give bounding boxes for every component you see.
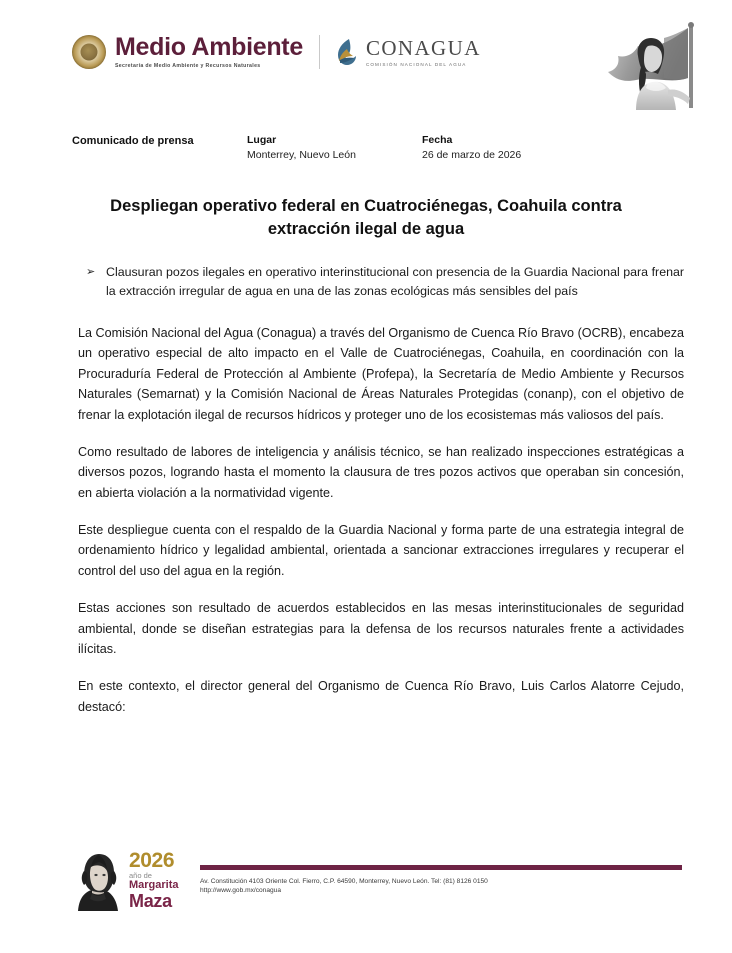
paragraph: Como resultado de labores de inteligencia y análisis técnico, se han realizado inspecciones estratégicas a diversos pozos, logrando hasta el momento la clausura de tres pozos activos que operaban sin concesión, en abierta violación a la normatividad vigente. bbox=[78, 444, 684, 500]
bullet-text: Clausuran pozos ilegales en operativo interinstitucional con presencia de la Guardia Nacional para frenar la extracción irregular de agua en una de las zonas ecológicas más sensibles del país bbox=[106, 264, 684, 298]
footer-address: Av. Constitución 4103 Oriente Col. Fierro, C.P. 64590, Monterrey, Nuevo León. Tel: (81) 8126 0150 bbox=[200, 878, 488, 885]
paragraph: Este despliegue cuenta con el respaldo de la Guardia Nacional y forma parte de una estrategia integral de ordenamiento hídrico y legalidad ambiental, orientada a sancionar extracciones irregulares y recuperar el control del uso del agua en la región. bbox=[78, 523, 684, 578]
paragraph: La Comisión Nacional del Agua (Conagua) a través del Organismo de Cuenca Río Bravo (OCRB), encabeza un operativo especial de alto impacto en el Valle de Cuatrociénegas, Coahuila, en coordinación con la Procuraduría Federal de Protección al Ambiente (Profepa), la Secretaría de Medio Ambiente y Recursos Naturales (Semarnat) y la Comisión Nacional de Áreas Naturales Protegidas (conanp), con el objetivo de frenar la explotación ilegal de recursos hídricos y proteger uno de los ecosistemas más valiosos del país. bbox=[78, 325, 684, 422]
press-release-kicker: Comunicado de prensa bbox=[72, 135, 194, 147]
footer-inner bbox=[0, 849, 732, 911]
paragraph: En este contexto, el director general del Organismo de Cuenca Río Bravo, Luis Carlos Alatorre Cejudo, destacó: bbox=[78, 679, 684, 714]
conagua-title: CONAGUA bbox=[365, 35, 481, 60]
place-value: Monterrey, Nuevo León bbox=[247, 149, 356, 161]
woman-with-mexican-flag-illustration bbox=[592, 22, 718, 110]
place-label: Lugar bbox=[247, 134, 277, 146]
margarita-maza-emblem bbox=[72, 849, 200, 911]
emblem-name-line1: Margarita bbox=[129, 879, 179, 892]
footer-url[interactable]: http://www.gob.mx/conagua bbox=[200, 887, 282, 895]
date-label: Fecha bbox=[422, 134, 453, 146]
maza-text-block bbox=[129, 850, 179, 910]
semarnat-subtitle: Secretaría de Medio Ambiente y Recursos Naturales bbox=[115, 63, 261, 69]
conagua-brand bbox=[334, 37, 481, 67]
document-footer bbox=[0, 849, 732, 927]
emblem-anio-de: año de bbox=[129, 870, 152, 880]
emblem-name-line2: Maza bbox=[129, 891, 172, 912]
summary-bullets bbox=[0, 263, 732, 301]
body-copy bbox=[0, 323, 732, 717]
emblem-year: 2026 bbox=[129, 848, 175, 872]
meta-row bbox=[0, 134, 732, 161]
conagua-text-block bbox=[365, 35, 481, 67]
paragraph: Estas acciones son resultado de acuerdos establecidos en las mesas interinstitucionales de seguridad ambiental, donde se diseñan estrategias para la defensa de los recursos naturales frente a actividades ilícitas. bbox=[78, 601, 684, 657]
date-block bbox=[422, 134, 597, 161]
list-item bbox=[86, 263, 684, 301]
document-header bbox=[0, 0, 732, 126]
arrow-bullet-icon: ➢ bbox=[86, 265, 96, 278]
footer-divider-bar bbox=[200, 865, 682, 870]
margarita-maza-portrait-icon bbox=[72, 849, 124, 911]
conagua-subtitle: COMISIÓN NACIONAL DEL AGUA bbox=[365, 61, 467, 67]
conagua-water-leaf-icon bbox=[334, 37, 360, 67]
semarnat-title: Medio Ambiente bbox=[115, 33, 303, 61]
date-value: 26 de marzo de 2026 bbox=[422, 149, 522, 161]
semarnat-brand bbox=[115, 35, 303, 69]
footer-contact-block bbox=[200, 849, 732, 894]
logo-divider bbox=[319, 35, 320, 69]
mexican-government-seal-icon bbox=[72, 35, 106, 69]
page-title: Despliegan operativo federal en Cuatrociénegas, Coahuila contra extracción ilegal de agua bbox=[110, 197, 622, 238]
place-block bbox=[247, 134, 422, 161]
